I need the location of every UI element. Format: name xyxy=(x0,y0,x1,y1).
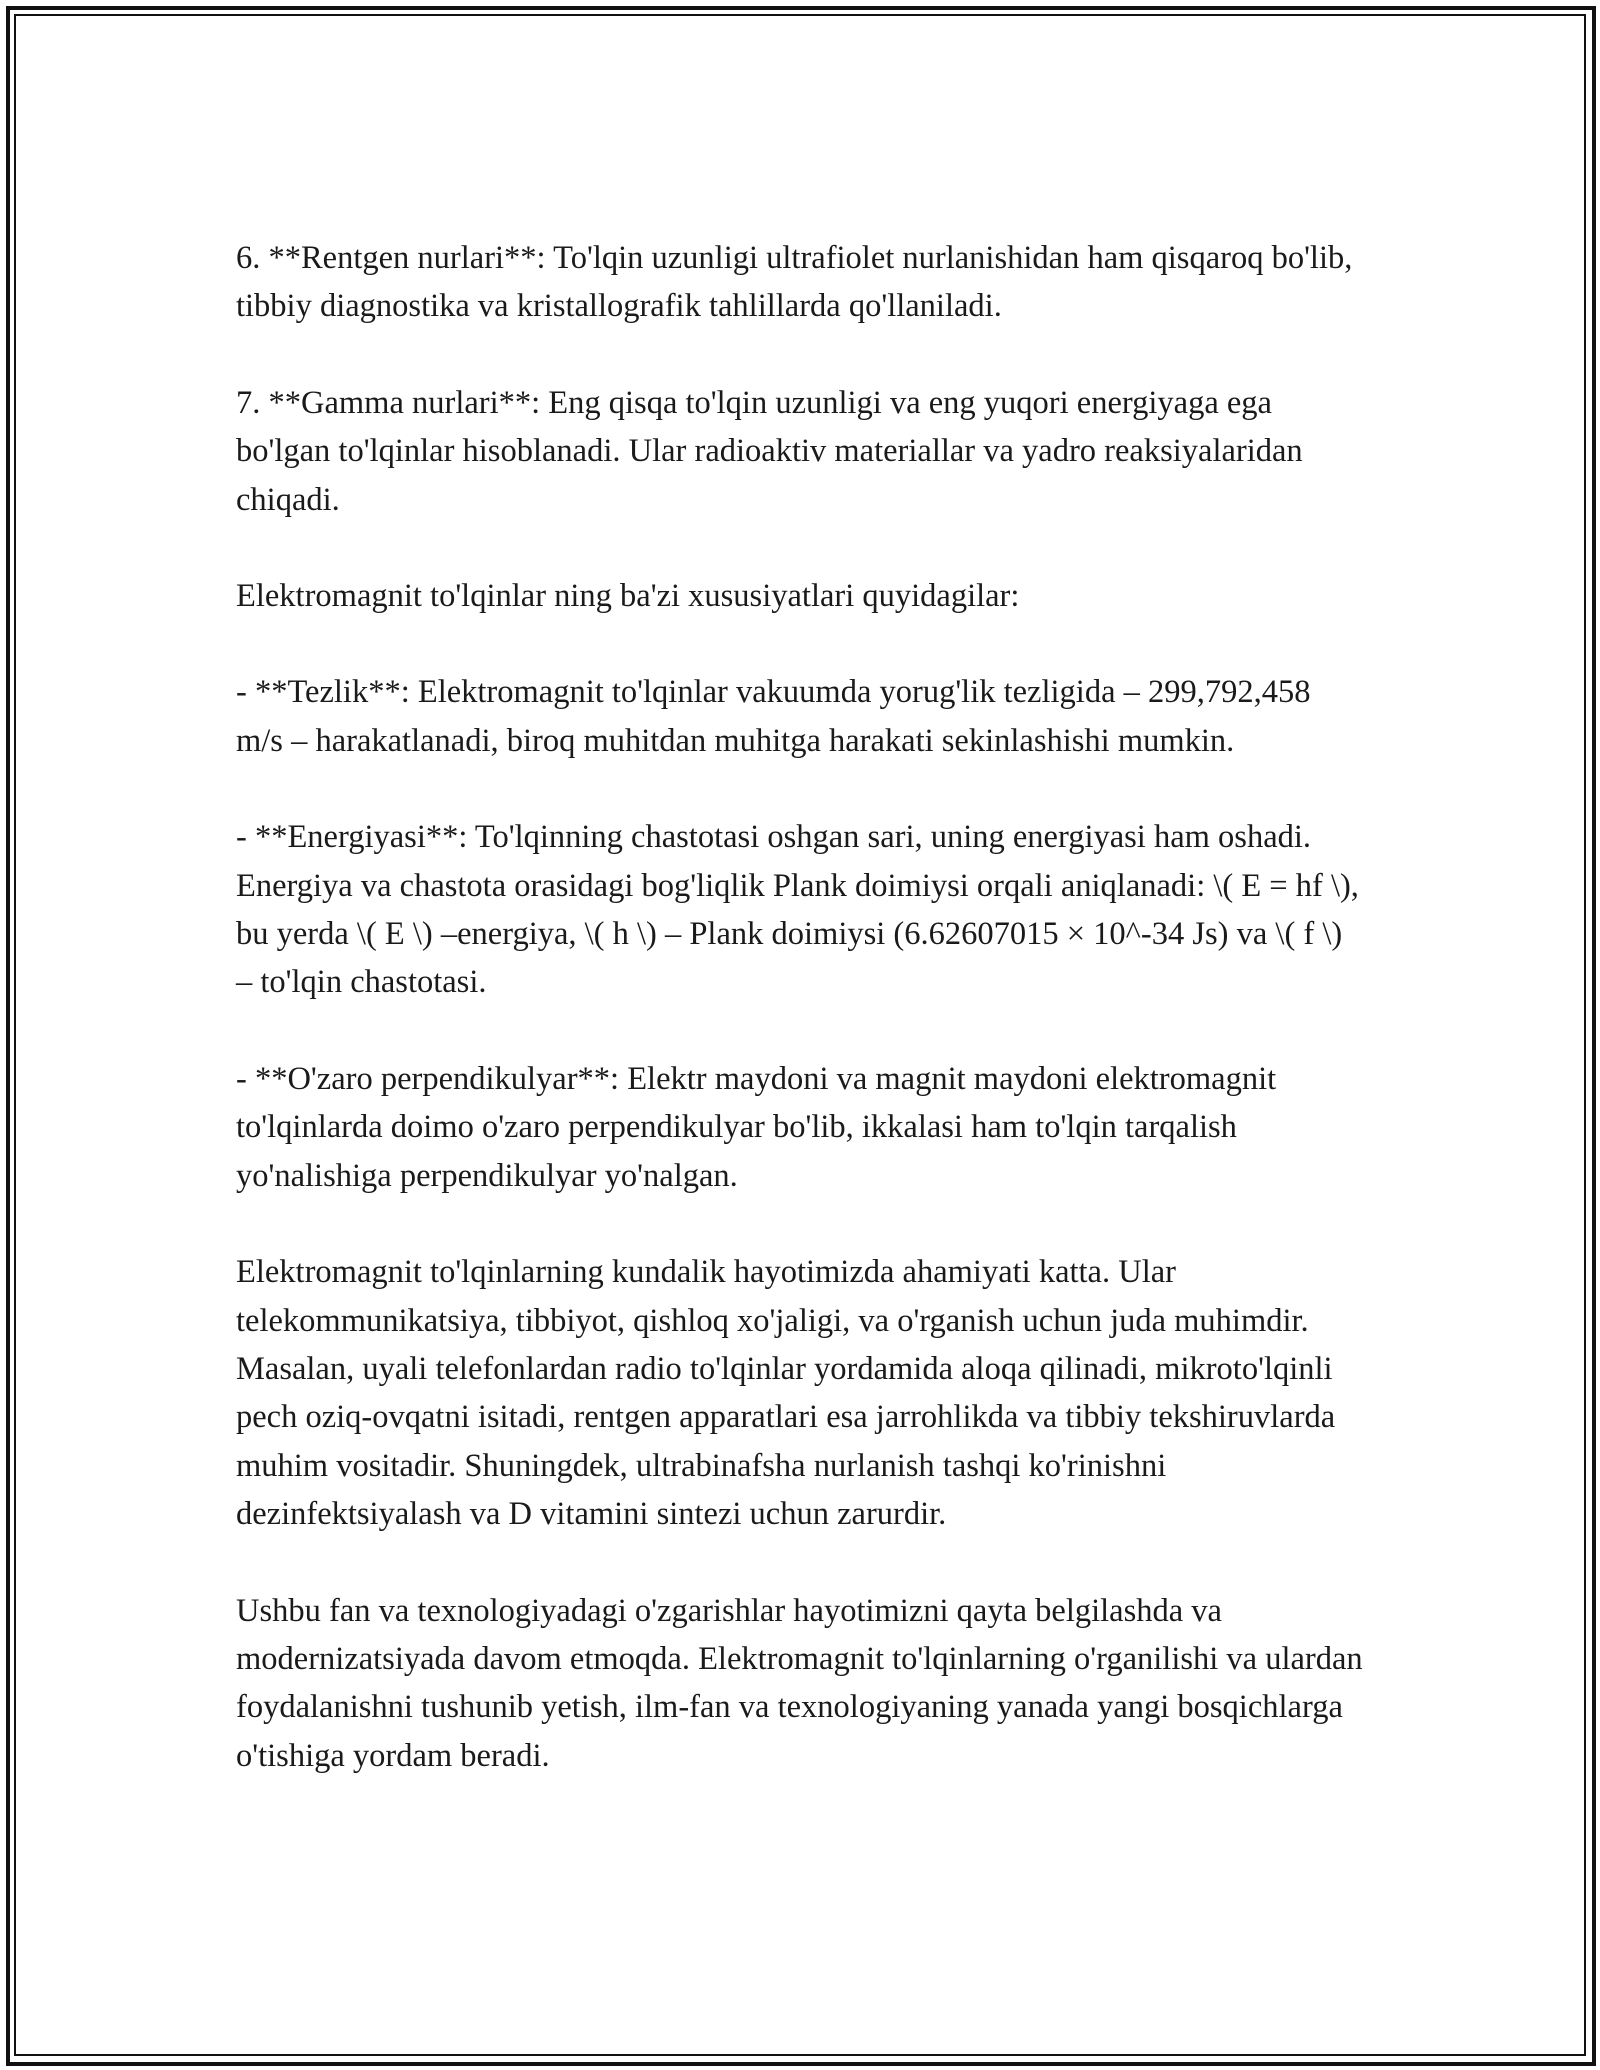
paragraph-rentgen-nurlari: 6. **Rentgen nurlari**: To'lqin uzunligi ultrafiolet nurlanishidan ham qisqaroq bo'lib, tibbiy diagnostika va kristallografik tahlillarda qo'llaniladi. xyxy=(236,240,1353,325)
paragraph-daily-importance: Elektromagnit to'lqinlarning kundalik hayotimizda ahamiyati katta. Ular telekommunikatsiya, tibbiyot, qishloq xo'jaligi, va o'rganish uchun juda muhimdir. Masalan, uyali telefonlardan radio to'lqinlar yordamida aloqa qilinadi, mikroto'lqinli pech oziq-ovqatni isitadi, rentgen apparatlari esa jarrohlikda va tibbiy tekshiruvlarda muhim vositadir. Shuningdek, ultrabinafsha nurlanish tashqi ko'rinishni dezinfektsiyalash va D vitamini sintezi uchun zarurdir. xyxy=(236,1254,1336,1533)
document-body xyxy=(236,234,1364,1780)
paragraph-properties-intro: Elektromagnit to'lqinlar ning ba'zi xususiyatlari quyidagilar: xyxy=(236,578,1020,615)
paragraph-perpendikulyar: - **O'zaro perpendikulyar**: Elektr maydoni va magnit maydoni elektromagnit to'lqinlarda doimo o'zaro perpendikulyar bo'lib, ikkalasi ham to'lqin tarqalish yo'nalishiga perpendikulyar yo'nalgan. xyxy=(236,1060,1277,1194)
paragraph-gamma-nurlari: 7. **Gamma nurlari**: Eng qisqa to'lqin uzunligi va eng yuqori energiyaga ega bo'lgan to'lqinlar hisoblanadi. Ular radioaktiv materiallar va yadro reaksiyalaridan chiqadi. xyxy=(236,384,1303,518)
paragraph-tezlik: - **Tezlik**: Elektromagnit to'lqinlar vakuumda yorug'lik tezligida – 299,792,458 m/s – harakatlanadi, biroq muhitdan muhitga harakati sekinlashishi mumkin. xyxy=(236,674,1311,759)
paragraph-conclusion: Ushbu fan va texnologiyadagi o'zgarishlar hayotimizni qayta belgilashda va modernizatsiyada davom etmoqda. Elektromagnit to'lqinlarning o'rganilishi va ulardan foydalanishni tushunib yetish, ilm-fan va texnologiyaning yanada yangi bosqichlarga o'tishiga yordam beradi. xyxy=(236,1592,1363,1774)
paragraph-energiyasi: - **Energiyasi**: To'lqinning chastotasi oshgan sari, uning energiyasi ham oshadi. Energiya va chastota orasidagi bog'liqlik Plank doimiysi orqali aniqlanadi: \( E = hf \), bu yerda \( E \) –energiya, \( h \) – Plank doimiysi (6.62607015 × 10^-34 Js) va \( f \) – to'lqin chastotasi. xyxy=(236,819,1359,1001)
